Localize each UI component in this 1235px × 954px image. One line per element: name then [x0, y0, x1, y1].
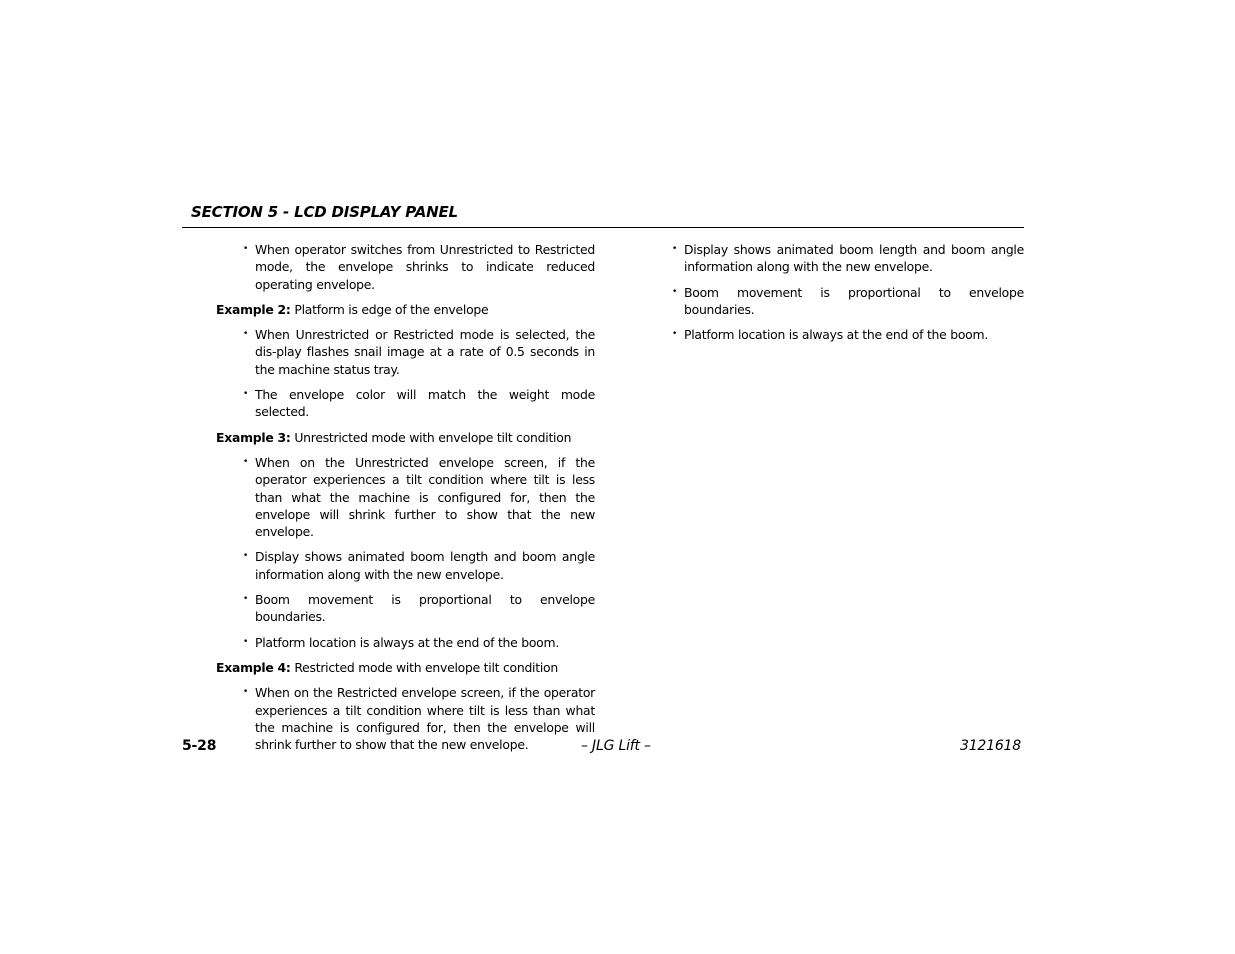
document-number: 3121618: [960, 738, 1021, 754]
example-text: Unrestricted mode with envelope tilt condition: [294, 429, 572, 445]
footer-center-text: – JLG Lift –: [581, 738, 651, 754]
bullet-item: • Platform location is always at the end of the boom.: [672, 326, 1024, 343]
example-text: Restricted mode with envelope tilt condition: [294, 659, 558, 675]
example-2-heading: [216, 301, 595, 318]
section-header: [182, 202, 1024, 228]
example-text: Platform is edge of the envelope: [294, 301, 489, 317]
example-3-heading: [216, 429, 595, 446]
bullet-item: • When on the Restricted envelope screen, if the operator experiences a tilt condition where tilt is less than what the machine is configured for, then the envelope will shrink further to show that the new envelope.: [216, 684, 595, 753]
bullet-item: • Display shows animated boom length and boom angle information along with the new envelope.: [672, 241, 1024, 276]
bullet-item: • Display shows animated boom length and boom angle information along with the new envelope.: [216, 548, 595, 583]
example-label: Example 4:: [216, 659, 291, 675]
bullet-item: • Platform location is always at the end of the boom.: [216, 634, 595, 651]
section-title: SECTION 5 - LCD DISPLAY PANEL: [191, 203, 458, 221]
example-4-heading: [216, 659, 595, 676]
page-number: 5-28: [182, 738, 217, 754]
bullet-item: • When operator switches from Unrestricted to Restricted mode, the envelope shrinks to indicate reduced operating envelope.: [216, 241, 595, 293]
bullet-item: • The envelope color will match the weight mode selected.: [216, 386, 595, 421]
bullet-item: • When on the Unrestricted envelope screen, if the operator experiences a tilt condition where tilt is less than what the machine is configured for, then the envelope will shrink further to show that the new envelope.: [216, 454, 595, 540]
example-label: Example 2:: [216, 301, 291, 317]
bullet-item: • Boom movement is proportional to envelope boundaries.: [672, 284, 1024, 319]
left-column: [216, 241, 595, 761]
right-column: [672, 241, 1024, 351]
bullet-item: • Boom movement is proportional to envelope boundaries.: [216, 591, 595, 626]
example-label: Example 3:: [216, 429, 291, 445]
bullet-item: • When Unrestricted or Restricted mode is selected, the dis-play flashes snail image at a rate of 0.5 seconds in the machine status tray.: [216, 326, 595, 378]
